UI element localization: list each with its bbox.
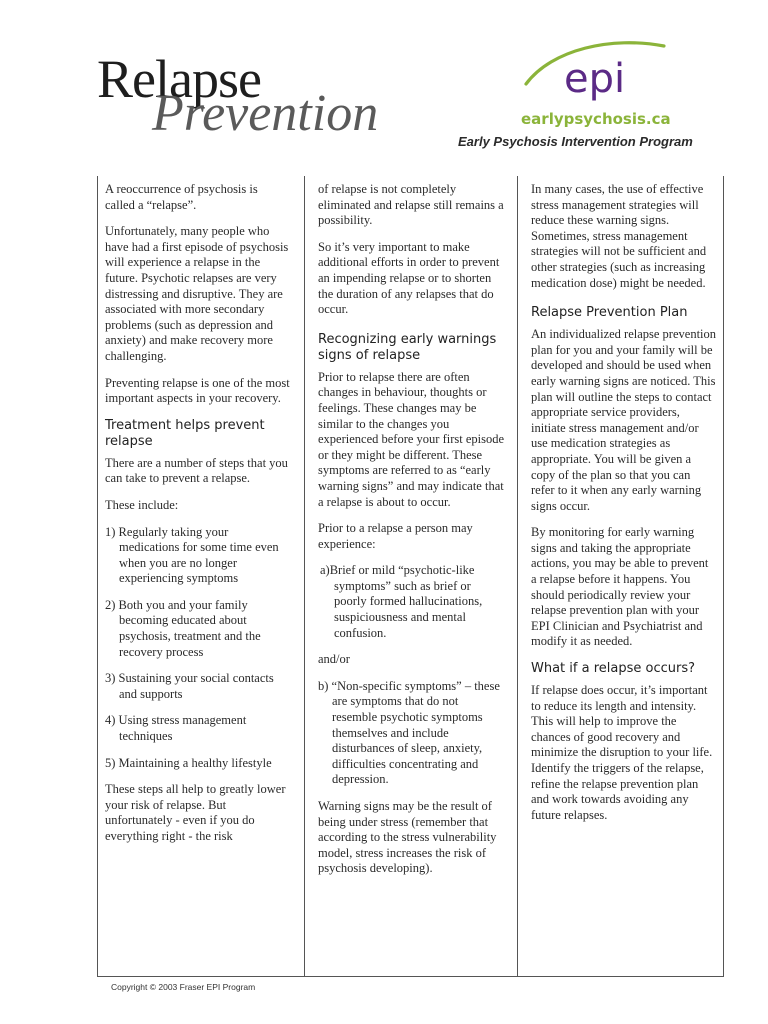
title-relapse: Relapse — [97, 49, 261, 109]
section-heading-treatment: Treatment helps prevent relapse — [105, 417, 265, 449]
paragraph: of relapse is not completely eliminated and relapse still remains a possibility. — [318, 182, 504, 228]
column-bottom-rule — [97, 976, 724, 977]
section-heading-warning-signs: Recognizing early warnings signs of relapse — [318, 331, 497, 363]
section-heading-prevention-plan: Relapse Prevention Plan — [531, 305, 688, 321]
copyright: Copyright © 2003 Fraser EPI Program — [111, 982, 256, 992]
column-2 — [318, 182, 506, 888]
logo-wordmark: epi — [564, 56, 626, 102]
paragraph: Warning signs may be the result of being under stress (remember that according to the stress vulnerability model, stress increases the risk of psychosis developing). — [318, 799, 497, 876]
column-divider-2 — [517, 176, 518, 977]
list-item: b) “Non-specific symptoms” – these are symptoms that do not resemble psychotic symptoms themselves and include disturbances of sleep, anxiety, difficulties concentrating and depression. — [318, 678, 500, 787]
paragraph: These include: — [105, 497, 179, 512]
program-name: Early Psychosis Intervention Program — [458, 134, 693, 149]
logo-website: earlypsychosis.ca — [521, 110, 671, 128]
list-item: 2) Both you and your family becoming educated about psychosis, treatment and the recovery process — [105, 597, 261, 659]
list-item: 5) Maintaining a healthy lifestyle — [105, 755, 272, 770]
paragraph: Preventing relapse is one of the most important aspects in your recovery. — [105, 375, 290, 406]
list-item: 3) Sustaining your social contacts and supports — [105, 671, 274, 701]
paragraph: Unfortunately, many people who have had a first episode of psychosis will experience a relapse in the future. Psychotic relapses are very distressing and disruptive. They are associated with more secondary problems (such as depression and anxiety) and make recovery more challenging. — [105, 224, 289, 363]
paragraph: In many cases, the use of effective stress management strategies will reduce these warning signs. Sometimes, stress management strategies will not be sufficient and other strategies (such as increasing medication dose) might be needed. — [531, 182, 707, 290]
paragraph: By monitoring for early warning signs and taking the appropriate actions, you may be able to prevent a relapse before it happens. You should periodically review your relapse prevention plan with your EPI Clinician and Psychiatrist and modify it as needed. — [531, 525, 709, 649]
paragraph: A reoccurrence of psychosis is called a “relapse”. — [105, 182, 258, 212]
title-prevention: Prevention — [152, 85, 379, 142]
column-divider-1 — [304, 176, 305, 977]
paragraph: These steps all help to greatly lower your risk of relapse. But unfortunately - even if you do everything right - the risk — [105, 782, 286, 843]
paragraph: An individualized relapse prevention plan for you and your family will be developed and should be used when early warning signs are noticed. This plan will outline the steps to contact appropriate service providers, initiate stress management and/or use medication strategies as appropriate. You will be given a copy of the plan so that you can refer to it when any early warning signs occur. — [531, 327, 717, 513]
list-item: a)Brief or mild “psychotic-like symptoms” such as brief or poorly formed hallucinations, suspiciousness and mental confusion. — [320, 563, 483, 640]
paragraph: Prior to a relapse a person may experience: — [318, 521, 473, 551]
column-divider-right — [723, 176, 724, 977]
list-item: 1) Regularly taking your medications for some time even when you are no longer experiencing symptoms — [105, 524, 279, 586]
paragraph: and/or — [318, 652, 350, 667]
paragraph: Prior to relapse there are often changes in behaviour, thoughts or feelings. These changes may be similar to the changes you experienced before your first episode or they might be different. These symptoms are referred to as “early warning signs” and may indicate that a relapse is about to occur. — [318, 369, 505, 509]
column-3 — [531, 182, 717, 834]
list-item: 4) Using stress management techniques — [105, 713, 247, 744]
paragraph: There are a number of steps that you can take to prevent a relapse. — [105, 455, 288, 486]
paragraph: If relapse does occur, it’s important to reduce its length and intensity. This will help to improve the chances of good recovery and minimize the disruption to your life. Identify the triggers of the relapse, refine the relapse prevention plan and work towards avoiding any future relapses. — [531, 683, 713, 822]
paragraph: So it’s very important to make additional efforts in order to prevent an impending relapse or to shorten the duration of any relapses that do occur. — [318, 239, 500, 317]
column-1 — [105, 182, 290, 856]
column-divider-left — [97, 176, 98, 977]
section-heading-relapse-occurs: What if a relapse occurs? — [531, 661, 696, 677]
